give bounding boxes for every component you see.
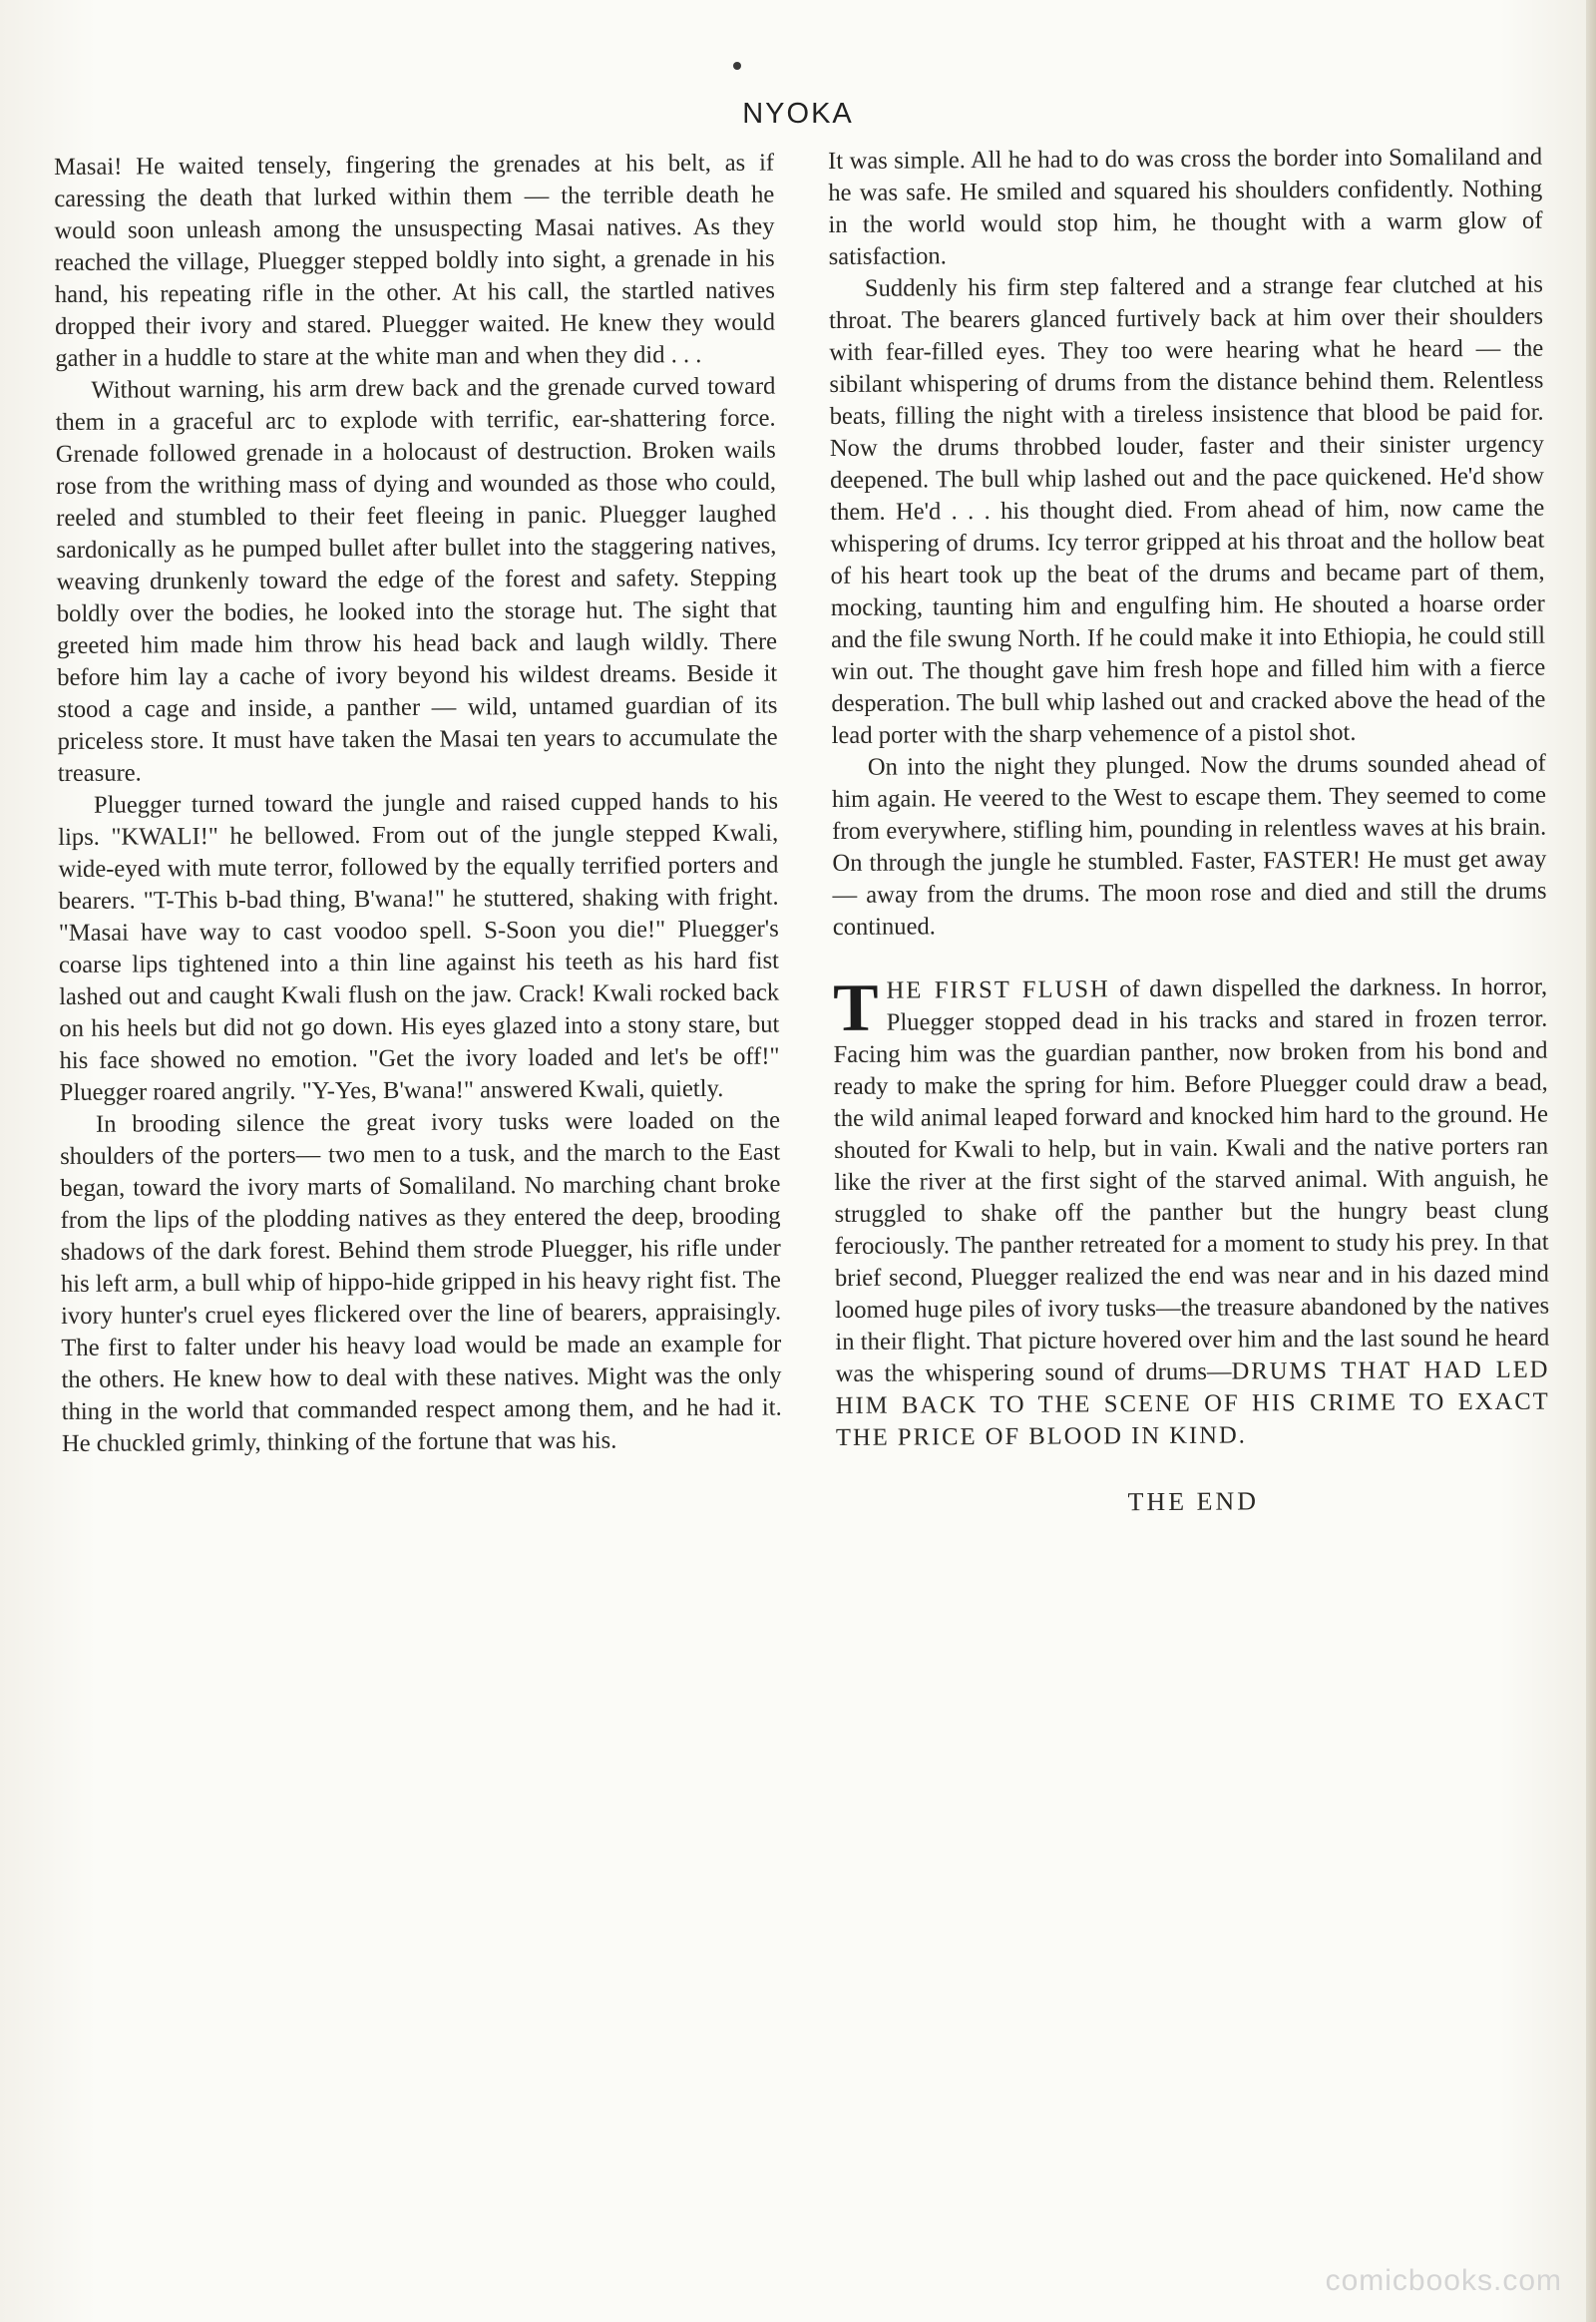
paragraph-text: of dawn dispelled the darkness. In horror, Pluegger stopped dead in his tracks and stared in frozen terror. Facing him was the guardian panther, now broken from his bond and ready to make the spring for him. Before Pluegger could draw a bead, the wild animal leaped forward and knocked him hard to the ground. He shouted for Kwali to help, but in vain. Kwali and the native porters ran like the river at the first sight of the starved animal. With anguish, he struggled to shake off the panther but the hungry beast clung ferociously. The panther retreated for a moment to study his prey. In that brief second, Pluegger realized the end was near and in his dazed mind loomed huge piles of ivory tusks—the treasure abandoned by the natives in their flight. That picture hovered over him and the last sound he heard was the whispering sound of drums— <box>833 972 1550 1387</box>
left-text-column <box>54 148 782 1460</box>
the-end-label: THE END <box>1127 1486 1260 1517</box>
page-mark <box>733 62 741 70</box>
right-text-column <box>828 142 1550 1520</box>
paragraph: In brooding silence the great ivory tusks were loaded on the shoulders of the porters— two men to a tusk, and the march to the East began, toward the ivory marts of Somaliland. No marching chant broke from the lips of the plodding natives as they entered the deep, brooding shadows of the dark forest. Behind them strode Pluegger, his rifle under his left arm, a bull whip of hippo-hide gripped in his heavy right fist. The ivory hunter's cruel eyes flickered over the line of bearers, appraisingly. The first to falter under his heavy load would be made an example for the others. He knew how to deal with these natives. Might was the only thing in the world that commanded respect among them, and he had it. He chuckled grimly, thinking of the fortune that was his. <box>60 1106 782 1457</box>
watermark: comicbooks.com <box>1325 2264 1562 2297</box>
ending-caps: DRUMS THAT HAD LED HIM BACK TO THE SCENE OF HIS CRIME TO EXACT THE PRICE OF BLOOD IN KIND. <box>835 1355 1550 1451</box>
drop-cap: T <box>833 968 879 1045</box>
paragraph: Without warning, his arm drew back and the grenade curved toward them in a graceful arc to explode with terrific, ear-shattering force. Grenade followed grenade in a holocaust of destruction. Broken wails rose from the writhing mass of dying and wounded as those who could, reeled and stumbled to their feet fleeing in panic. Pluegger laughed sardonically as he pumped bullet after bullet into the staggering natives, weaving drunkenly toward the edge of the forest and safety. Stepping boldly over the bodies, he looked into the storage hut. The sight that greeted him made him throw his head back and laugh wildly. There before him lay a cache of ivory beyond his wildest dreams. Beside it stood a cage and inside, a panther — wild, untamed guardian of its priceless store. It must have taken the Masai ten years to accumulate the treasure. <box>55 372 778 787</box>
paragraph: Pluegger turned toward the jungle and raised cupped hands to his lips. "KWALI!" he bellowed. From out of the jungle stepped Kwali, wide-eyed with mute terror, followed by the equally terrified porters and bearers. "T-This b-bad thing, B'wana!" he stuttered, shaking with fright. "Masai have way to cast voodoo spell. S-Soon you die!" Pluegger's coarse lips tightened into a thin line against his teeth as his hard fist lashed out and caught Kwali flush on the jaw. Crack! Kwali rocked back on his heels but did not go down. His eyes glazed into a stony stare, but his face showed no emotion. "Get the ivory loaded and let's be off!" Pluegger roared angrily. "Y-Yes, B'wana!" answered Kwali, quietly. <box>58 787 780 1106</box>
paragraph: Suddenly his firm step faltered and a strange fear clutched at his throat. The bearers glanced furtively back at him over their shoulders with fear-filled eyes. They too were hearing what he heard — the sibilant whispering of drums from the distance behind them. Relentless beats, filling the night with a tireless insistence that blood be paid for. Now the drums throbbed louder, faster and their sinister urgency deepened. The bull whip lashed out and the pace quickened. He'd show them. He'd . . . his thought died. From ahead of him, now came the whispering of drums. Icy terror gripped at his throat and the hollow beat of his heart took up the beat of the drums and became part of them, mocking, taunting him and engulfing him. He shouted a hoarse order and the file swung North. If he could make it into Ethiopia, he could still win out. The thought gave him fresh hope and filled him with a fierce desperation. The bull whip lashed out and cracked above the head of the lead porter with the sharp vehemence of a pistol shot. <box>828 270 1546 749</box>
page-edge <box>1586 0 1596 2322</box>
final-paragraph <box>833 968 1550 1454</box>
page-title: NYOKA <box>742 98 854 130</box>
paragraph: Masai! He waited tensely, fingering the grenades at his belt, as if caressing the death that lurked within them — the terrible death he would soon unleash among the unsuspecting Masai natives. As they reached the village, Pluegger stepped boldly into sight, a grenade in his hand, his repeating rifle in the other. At his call, the startled natives dropped their ivory and stared. Pluegger waited. He knew they would gather in a huddle to stare at the white man and when they did . . . <box>54 149 776 372</box>
paragraph: On into the night they plunged. Now the drums sounded ahead of him again. He veered to the West to escape them. They seemed to come from everywhere, stifling him, pounding in relentless waves at his brain. On through the jungle he stumbled. Faster, FASTER! He must get away — away from the drums. The moon rose and died and still the drums continued. <box>831 749 1547 941</box>
paragraph: It was simple. All he had to do was cross the border into Somaliland and he was safe. He smiled and squared his shoulders confidently. Nothing in the world would stop him, he thought with a warm glow of satisfaction. <box>828 143 1543 270</box>
lead-in-caps: HE FIRST FLUSH <box>886 975 1110 1004</box>
